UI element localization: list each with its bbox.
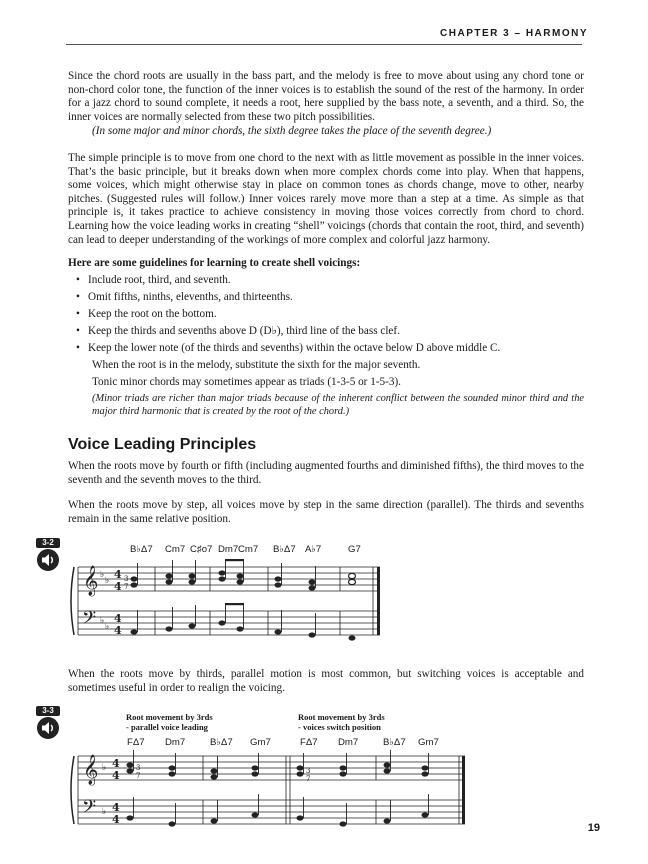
svg-text:𝄞: 𝄞 bbox=[83, 566, 99, 596]
chord-symbol: Gm7 bbox=[418, 737, 439, 748]
chord-symbol: FΔ7 bbox=[300, 737, 318, 748]
caption-line: - voices switch position bbox=[298, 722, 381, 732]
section-title: Voice Leading Principles bbox=[68, 436, 257, 453]
time-signature: 4 bbox=[112, 769, 120, 782]
svg-text:♭: ♭ bbox=[100, 616, 105, 626]
chord-symbol: G7 bbox=[348, 544, 361, 555]
paragraph-simple-principle: The simple principle is to move from one chord to the next with as little movement as possible in the inner voices. That’s the basic principle, but it breaks down when more complex chords come into play. When that happens, some voices, which might otherwise stay in place on common tones as chords change, move to other, nearby pitches. (Suggested rules will follow.) Inner voices rarely move more than a step at a time. As simple as that principle is, it takes practice to achieve consistency in moving those voices correctly from chord to chord. Learning how the voice leading works in creating “shell” voicings (chords that contain the root, third, and seventh) can lead to deeper understanding of the workings of more complex and colorful jazz harmony. bbox=[68, 152, 584, 246]
header-rule bbox=[66, 44, 582, 45]
time-signature: 4 bbox=[112, 813, 120, 826]
chord-symbol: B♭Δ7 bbox=[210, 737, 233, 748]
svg-text:𝄢: 𝄢 bbox=[82, 608, 97, 633]
guideline-item: • Keep the lower note (of the thirds and sevenths) within the octave below D above middle C. bbox=[68, 342, 584, 356]
svg-text:♭: ♭ bbox=[105, 576, 110, 586]
time-signature: 4 bbox=[112, 757, 120, 770]
caption-line: - parallel voice leading bbox=[126, 722, 208, 732]
chord-symbol: Dm7 bbox=[218, 544, 239, 555]
chord-symbol: Gm7 bbox=[250, 737, 271, 748]
interval-label: 7 bbox=[306, 775, 311, 783]
svg-text:♭: ♭ bbox=[100, 570, 105, 580]
paragraph-text: Since the chord roots are usually in the bass part, and the melody is free to move about using any chord tone or non-chord color tone, the function of the inner voices is to establish the sound of the rest of the harmony. In order for a jazz chord to sound complete, it needs a root, here supplied by the bass note, a seventh, and a third. So, the inner voices are normally selected from these two pitch possibilities. bbox=[68, 70, 584, 123]
chord-symbol: B♭Δ7 bbox=[130, 544, 153, 555]
music-staff-3-2 bbox=[0, 555, 648, 645]
guidelines-heading: Here are some guidelines for learning to create shell voicings: bbox=[68, 257, 361, 269]
chord-symbol: Cm7 bbox=[238, 544, 259, 555]
page-number: 19 bbox=[587, 822, 600, 834]
svg-text:♭: ♭ bbox=[102, 763, 107, 773]
chord-symbol: C♯o7 bbox=[190, 544, 213, 555]
caption-line: Root movement by 3rds bbox=[298, 712, 385, 722]
chord-symbol: B♭Δ7 bbox=[273, 544, 296, 555]
time-signature: 4 bbox=[114, 624, 122, 637]
chord-symbol: B♭Δ7 bbox=[383, 737, 406, 748]
music-staff-3-3 bbox=[0, 748, 648, 832]
guideline-item: • Keep the thirds and sevenths above D (D♭), third line of the bass clef. bbox=[68, 325, 584, 339]
interval-label: 3 bbox=[124, 575, 129, 583]
caption-parallel bbox=[126, 712, 213, 732]
sixth-degree-note: (In some major and minor chords, the sixth degree takes the place of the seventh degree.) bbox=[92, 125, 492, 138]
chord-symbol: Cm7 bbox=[165, 544, 186, 555]
guideline-item: • Include root, third, and seventh. bbox=[68, 274, 584, 288]
track-number: 3-2 bbox=[36, 538, 60, 548]
time-signature: 4 bbox=[114, 612, 122, 625]
time-signature: 4 bbox=[114, 568, 122, 581]
caption-line: Root movement by 3rds bbox=[126, 712, 213, 722]
minor-triad-note: (Minor triads are richer than major triads because of the inherent conflict between the sounded minor third and the major third harmonic that is created by the root of the chord.) bbox=[92, 393, 584, 418]
svg-text:𝄞: 𝄞 bbox=[83, 755, 99, 785]
chapter-header: CHAPTER 3 – HARMONY bbox=[440, 28, 588, 39]
guideline-item: • Omit fifths, ninths, elevenths, and thirteenths. bbox=[68, 291, 584, 305]
svg-text:♭: ♭ bbox=[102, 807, 107, 817]
chord-symbol: Dm7 bbox=[338, 737, 359, 748]
svg-text:♭: ♭ bbox=[105, 622, 110, 632]
guideline-item: • Keep the root on the bottom. bbox=[68, 308, 584, 322]
rule-fourths-fifths: When the roots move by fourth or fifth (including augmented fourths and diminished fifths), the third moves to the seventh and the seventh moves to the third. bbox=[68, 460, 584, 486]
track-number: 3-3 bbox=[36, 706, 60, 716]
interval-label: 3 bbox=[306, 767, 311, 775]
chord-symbol: FΔ7 bbox=[127, 737, 145, 748]
chord-symbol: A♭7 bbox=[305, 544, 322, 555]
melody-root-rule: When the root is in the melody, substitute the sixth for the major seventh. bbox=[92, 358, 421, 371]
interval-label: 7 bbox=[124, 583, 129, 591]
time-signature: 4 bbox=[112, 801, 120, 814]
caption-switch bbox=[298, 712, 385, 732]
time-signature: 4 bbox=[114, 580, 122, 593]
paragraph-chord-roots bbox=[68, 70, 584, 139]
guidelines-block bbox=[68, 257, 584, 418]
svg-text:𝄢: 𝄢 bbox=[82, 797, 97, 822]
rule-third-motion: When the roots move by thirds, parallel motion is most common, but switching voices is acceptable and sometimes useful in order to realign the voicing. bbox=[68, 668, 584, 694]
interval-label: 7 bbox=[136, 772, 141, 780]
interval-label: 3 bbox=[136, 764, 141, 772]
chord-symbol: Dm7 bbox=[165, 737, 186, 748]
tonic-minor-rule: Tonic minor chords may sometimes appear as triads (1-3-5 or 1-5-3). bbox=[92, 375, 401, 388]
guidelines-list bbox=[68, 274, 584, 356]
rule-step-motion: When the roots move by step, all voices move by step in the same direction (parallel). The thirds and sevenths remain in the same relative position. bbox=[68, 499, 584, 525]
